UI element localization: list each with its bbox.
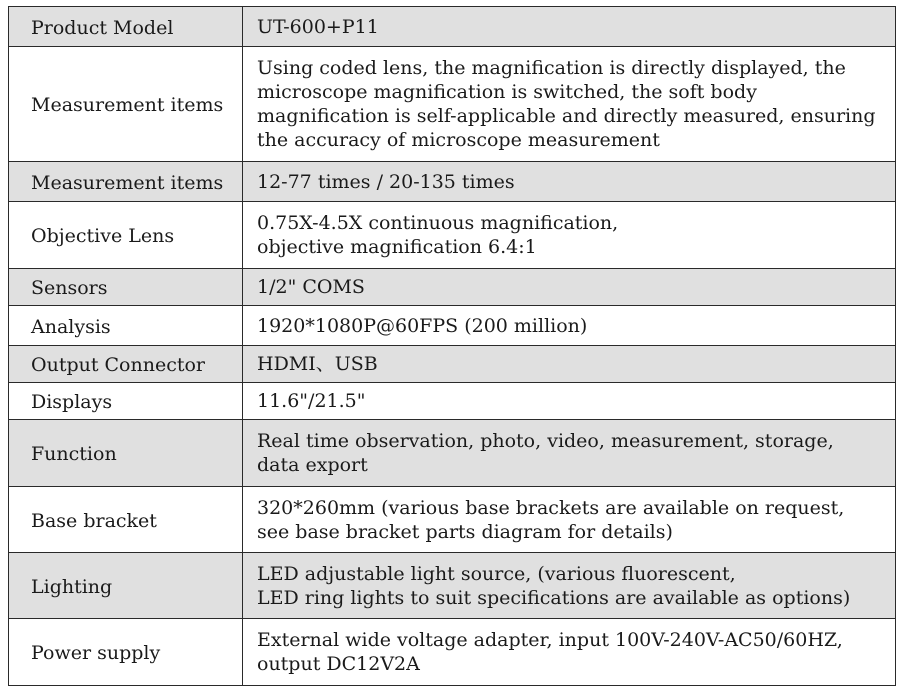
- row-value: [243, 346, 896, 383]
- row-value: [243, 306, 896, 346]
- row-value-text: Real time observation, photo, video, measurement, storage, data export: [257, 430, 834, 476]
- table-row-measurement-items: [9, 47, 896, 162]
- row-value: [243, 7, 896, 47]
- table-row-analysis: [9, 306, 896, 346]
- row-value-text: 12-77 times / 20-135 times: [257, 170, 515, 193]
- row-label: Power supply: [9, 619, 243, 686]
- row-value: [243, 383, 896, 420]
- table-row-product-model: [9, 7, 896, 47]
- row-value-text: Using coded lens, the magnification is directly displayed, the microscope magnification is switched, the soft body magnification is self-applicable and directly measured, ensuring the accuracy of microscope measurement: [257, 57, 876, 151]
- row-value: [243, 553, 896, 619]
- table-row-measurement-items-range: [9, 162, 896, 202]
- row-label: Product Model: [9, 7, 243, 47]
- row-value: [243, 47, 896, 162]
- table-row-function: [9, 420, 896, 487]
- row-value-text: HDMI、USB: [257, 353, 378, 375]
- row-label: Lighting: [9, 553, 243, 619]
- row-label: Sensors: [9, 269, 243, 306]
- row-label: Displays: [9, 383, 243, 420]
- row-value-text: 11.6"/21.5": [257, 390, 366, 412]
- row-value-text: 1920*1080P@60FPS (200 million): [257, 314, 588, 337]
- table-row-lighting: [9, 553, 896, 619]
- table-row-displays: [9, 383, 896, 420]
- row-value-text: 320*260mm (various base brackets are available on request, see base bracket parts diagram for details): [257, 496, 845, 543]
- row-label: Output Connector: [9, 346, 243, 383]
- row-value-text: UT-600+P11: [257, 15, 379, 38]
- row-value-text: 1/2" COMS: [257, 276, 365, 298]
- row-value-text: 0.75X-4.5X continuous magnification, objective magnification 6.4:1: [257, 212, 619, 258]
- row-value: [243, 162, 896, 202]
- table-row-sensors: [9, 269, 896, 306]
- table-row-objective-lens: [9, 202, 896, 269]
- row-value: [243, 487, 896, 553]
- row-value-text: LED adjustable light source, (various fluorescent, LED ring lights to suit specifications are available as options): [257, 562, 851, 609]
- row-label: Measurement items: [9, 162, 243, 202]
- spec-table: [8, 6, 896, 686]
- table-row-output-connector: [9, 346, 896, 383]
- row-value-text: External wide voltage adapter, input 100V-240V-AC50/60HZ, output DC12V2A: [257, 629, 843, 675]
- table-row-power-supply: [9, 619, 896, 686]
- row-value: [243, 202, 896, 269]
- row-label: Function: [9, 420, 243, 487]
- row-label: Analysis: [9, 306, 243, 346]
- table-row-base-bracket: [9, 487, 896, 553]
- row-label: Measurement items: [9, 47, 243, 162]
- row-label: Base bracket: [9, 487, 243, 553]
- row-label: Objective Lens: [9, 202, 243, 269]
- row-value: [243, 420, 896, 487]
- row-value: [243, 269, 896, 306]
- row-value: [243, 619, 896, 686]
